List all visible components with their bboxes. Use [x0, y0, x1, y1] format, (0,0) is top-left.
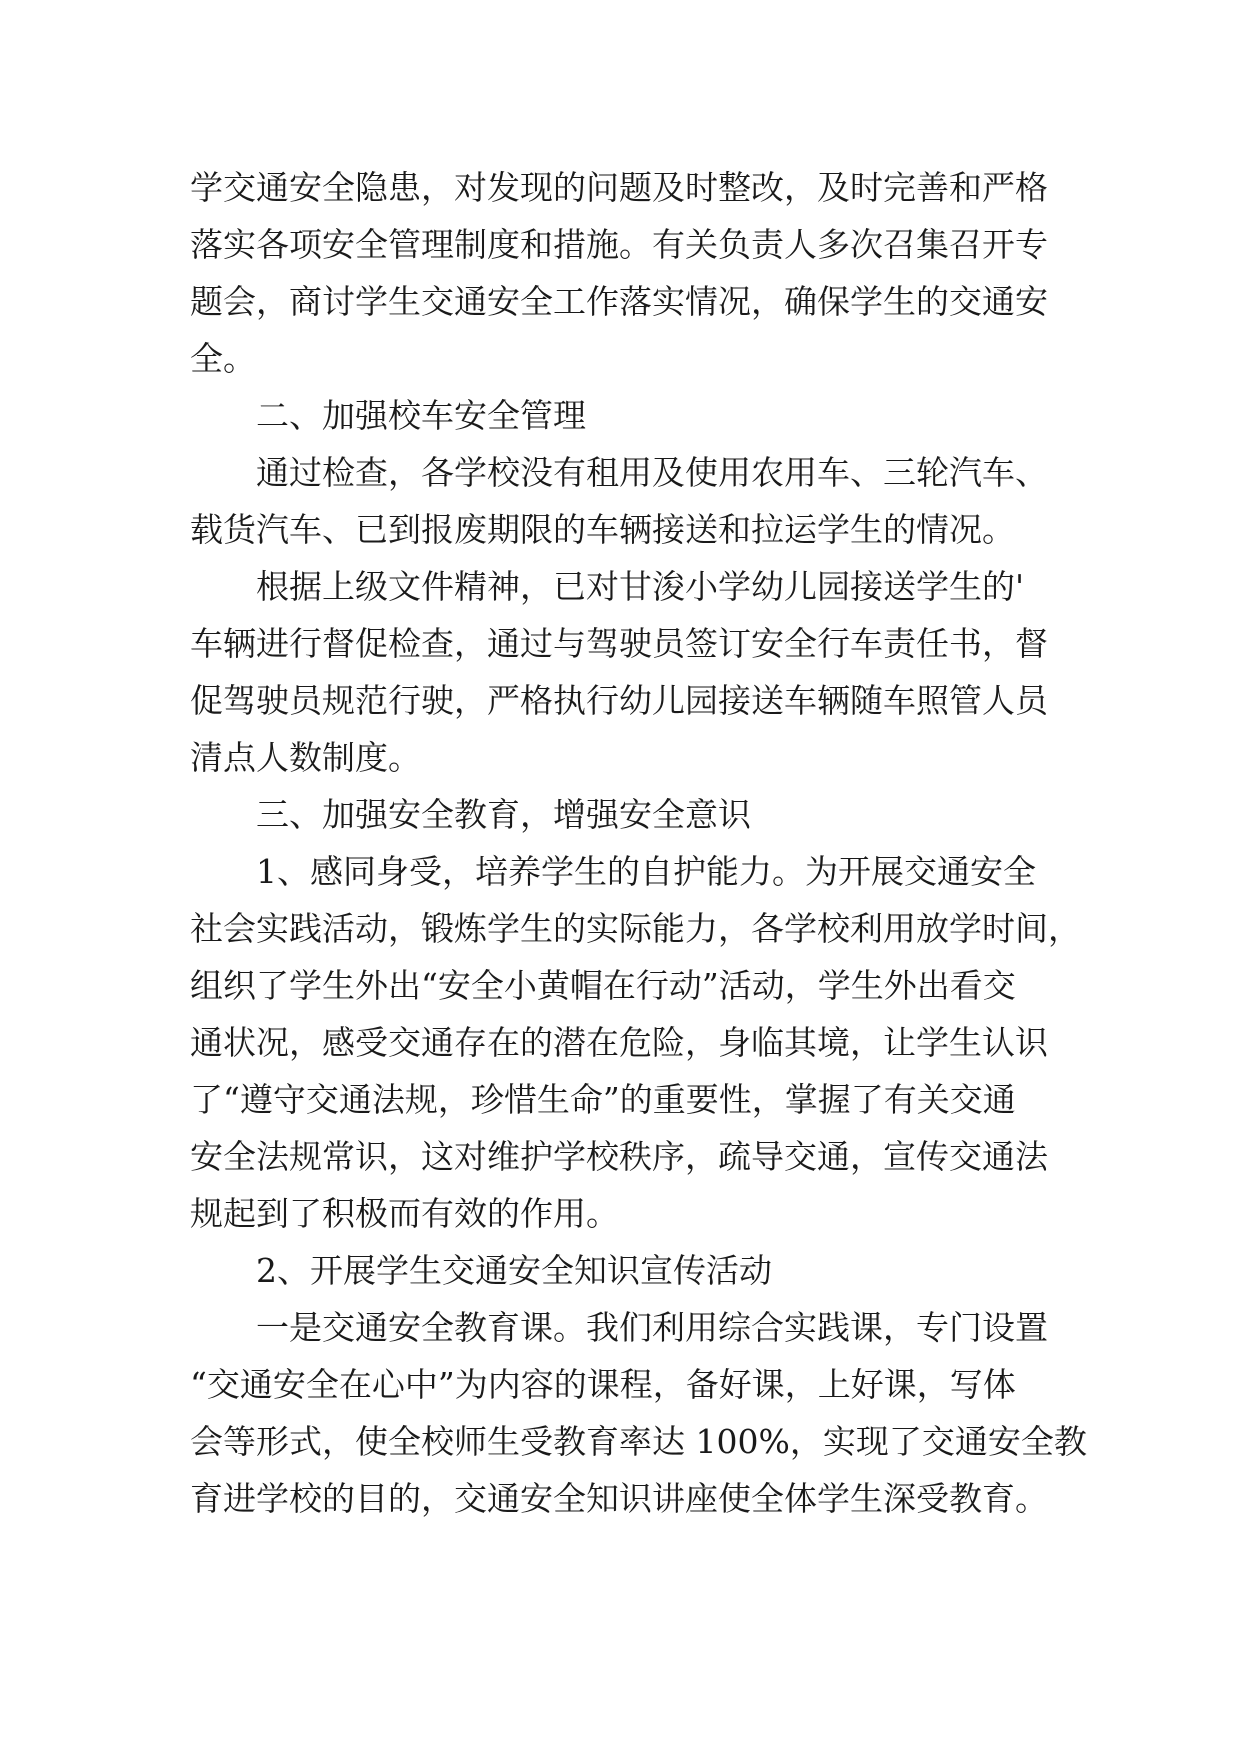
text-line: 全。 [190, 339, 256, 378]
text-line: “交通安全在心中”为内容的课程，备好课，上好课，写体 [190, 1365, 1016, 1404]
text-line: 根据上级文件精神，已对甘浚小学幼儿园接送学生的' [256, 567, 1025, 606]
text-line: 落实各项安全管理制度和措施。有关负责人多次召集召开专 [190, 225, 1048, 264]
text-line: 通状况，感受交通存在的潜在危险，身临其境，让学生认识 [190, 1023, 1048, 1062]
text-line: 规起到了积极而有效的作用。 [190, 1194, 619, 1233]
text-line: 清点人数制度。 [190, 738, 421, 777]
section-heading: 2、开展学生交通安全知识宣传活动 [256, 1251, 772, 1290]
text-line: 一是交通安全教育课。我们利用综合实践课，专门设置 [256, 1308, 1048, 1347]
text-line: 安全法规常识，这对维护学校秩序，疏导交通，宣传交通法 [190, 1137, 1048, 1176]
text-line: 社会实践活动，锻炼学生的实际能力，各学校利用放学时间， [190, 909, 1081, 948]
text-line: 题会，商讨学生交通安全工作落实情况，确保学生的交通安 [190, 282, 1048, 321]
text-line: 组织了学生外出“安全小黄帽在行动”活动，学生外出看交 [190, 966, 1016, 1005]
text-line: 1、感同身受，培养学生的自护能力。为开展交通安全 [256, 852, 1036, 891]
text-line: 会等形式，使全校师生受教育率达 100%，实现了交通安全教 [190, 1422, 1087, 1461]
text-line: 学交通安全隐患，对发现的问题及时整改，及时完善和严格 [190, 168, 1048, 207]
text-line: 育进学校的目的，交通安全知识讲座使全体学生深受教育。 [190, 1479, 1048, 1518]
section-heading: 三、加强安全教育，增强安全意识 [256, 795, 751, 834]
text-line: 载货汽车、已到报废期限的车辆接送和拉运学生的情况。 [190, 510, 1015, 549]
text-line: 了“遵守交通法规，珍惜生命”的重要性，掌握了有关交通 [190, 1080, 1016, 1119]
text-line: 通过检查，各学校没有租用及使用农用车、三轮汽车、 [256, 453, 1048, 492]
text-line: 促驾驶员规范行驶，严格执行幼儿园接送车辆随车照管人员 [190, 681, 1048, 720]
text-line: 车辆进行督促检查，通过与驾驶员签订安全行车责任书，督 [190, 624, 1048, 663]
section-heading: 二、加强校车安全管理 [256, 396, 586, 435]
